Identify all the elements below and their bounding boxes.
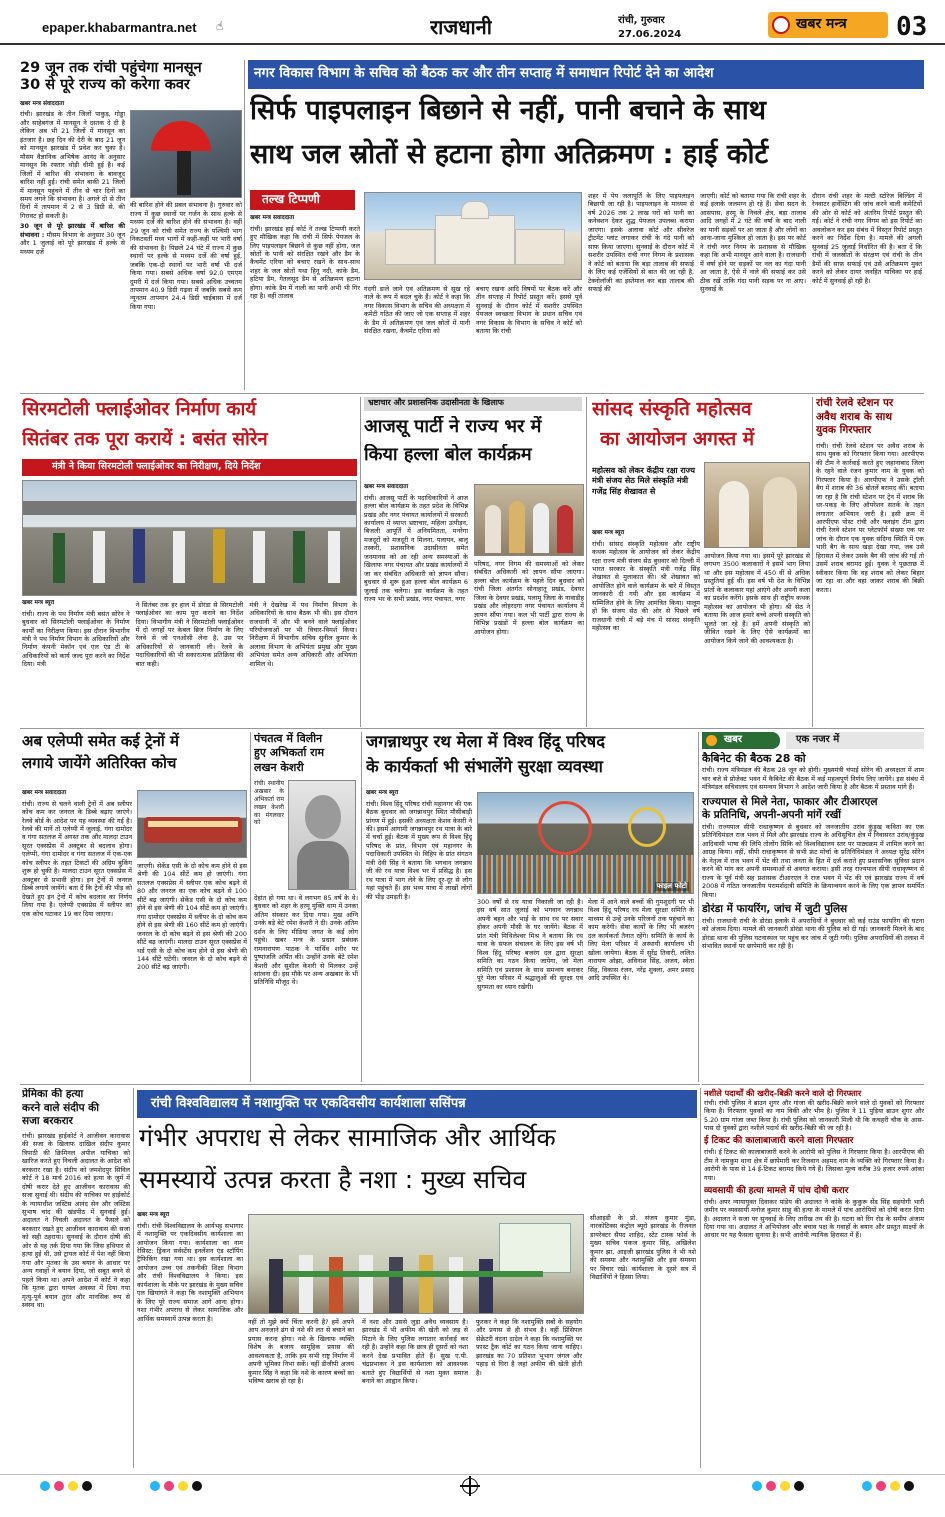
monsoon-body-bold: 30 जून से पूरे झारखंड में बारिश की संभावना :: [20, 222, 125, 239]
hc-col-4: शहर में पेय जलापूर्ति के लिए पाइपलाइन बिछायी जा रही है। पाइपलाइन के माध्यम से वर्ष 2026 तक 2 लाख घरों को पानी का कनेक्शन देकर शुद्ध पेयजल उपलब्ध कराया जाएगा। इसके अलावा कोर्ट और सीवरेज ट्रीटमेंट प्लांट लगाकर रांची के गंदे पानी को साफ किया जाएगा। सुनवाई के दौरान कोर्ट में सशरीर उपस्थित रांची नगर निगम के प्रशासक ने कोर्ट को बताया कि बड़ा तालाब की सफाई के लिए कई एजेंसियों से बात की जा रही है, टेक्नोलॉजी का इस्तेमाल कर बड़ा तालाब की सफाई की: [588, 192, 694, 293]
doranda-body: रांची। राजधानी रांची के डोरंडा इलाके में अपराधियों ने बुधवार को कई राउंड फायरिंग की घटना को अंजाम दिया। मामले की जानकारी डोरंडा थाना की पुलिस को दी गई। जानकारी मिलने के बाद डोरंडा थाना की पुलिस घटनास्थल पर पहुंच कर जांच में जुटी गयी। पुलिस अपराधियों की तलाश में संभावित स्थानों पर छापेमारी कर रही है।: [702, 916, 924, 951]
brand-name: खबर मन्त्र: [796, 16, 847, 32]
section-title: राजधानी: [430, 15, 492, 39]
drug-col-4: फुरकर ने कहा कि नशामुक्ति सबों के सहयोग और प्रयास से ही संभव है। वहीं प्रिंसिपल सेक्रेटरी वंदना दादेल ने कहा कि नशामुक्ति पर फ़ास्ट ट्रैक कोर्ट का गठन किया जाना चाहिए। झारखंड का 70 प्रतिशत भूभाग जंगल और पहाड़ से घिरा है जहां अफीम की खेती होती है।: [476, 1318, 582, 1377]
court-story: [22, 1088, 130, 1468]
hc-tag-text: तल्ख टिप्पणी: [262, 192, 320, 206]
ajsu-kicker: [364, 397, 582, 411]
color-dot: [164, 1481, 174, 1491]
murder-verdict-head: व्यवसायी की हत्या मामले में पांच दोषी करार: [704, 1185, 849, 1196]
trains-col-2: जाएगी। सेकेंड एसी के दो कोच कम होने से इस श्रेणी की 104 सीटें कम हो जाएंगी। गंगा सतलज एक्सप्रेस में स्लीपर एक कोच बढ़ने से 80 और जनरल का एक कोच बढ़ने से 100 सीटें बढ़ जाएंगी। सेकेंड एसी के दो कोच कम होने से इस श्रेणी की 104 सीटें कम हो जाएंगी। गंगा दामोदर एक्सप्रेस में स्लीपर के दो कोच कम होने से इस श्रेणी की 160 सीटें कम हो जाएंगी। जनरल के दो कोच बढ़ने से इस श्रेणी की 200 सीटें बढ़ जाएंगी। मालदा टाउन सूरत एक्सप्रेस में थर्ड एसी के दो कोच कम होने से इस श्रेणी की 144 सीटें घटेंगी। जनरल के दो कोच बढ़ने से 200 सीटें बढ़ जाएंगी।: [137, 862, 247, 972]
court-head-1: प्रेमिका की हत्या: [22, 1088, 84, 1100]
cabinet-head: कैबिनेट की बैठक 28 को: [702, 752, 806, 765]
flyover-story: [22, 600, 357, 722]
brand-logo-icon: [772, 16, 790, 34]
drug-banner: [137, 1090, 697, 1118]
ajsu-photo: [474, 484, 584, 556]
hc-banner-text: नगर विकास विभाग के सचिव को बैठक कर और तीन सप्ताह में समाधान रिपोर्ट देने का आदेश: [254, 65, 714, 81]
drug-head-2: समस्यायें उत्पन्न करता है नशा : मुख्य सचिव: [139, 1165, 527, 1194]
rail-liquor-head-3: युवक गिरफ्तार: [816, 424, 872, 437]
kesari-body: देहांत हो गया था। वे लगभग 85 वर्ष के थे। बुधवार को शहर के हरमू मुक्ति धाम में उनका अंतिम संस्कार कर दिया गया। मुख अग्नि उनके बड़े बेटे रमेश केशरी ने दी। उनके अंतिम दर्शन के लिए मीडिया जगत के कई लोग पहुंचे। खबर मन्त्र के प्रधान प्रबंधक रामनारायण पाठक ने पार्थिव शरीर पर पुष्पांजलि अर्पित की। उन्होंने उनके बेटे रमेश केशरी और सुशील केशरी से मिलकर उन्हें सांत्वना दी। इस मौके पर अन्य अखबार के भी प्रतिनिधि मौजूद थे।: [254, 893, 358, 987]
hc-byline: खबर मन्त्र संवाददाता: [250, 215, 295, 221]
ajsu-byline: खबर मन्त्र संवाददाता: [364, 484, 409, 490]
rathyatra-col-1: रांची। विश्व हिंदू परिषद रांची महानगर की एक बैठक बुधवार को जगन्नाथपुर स्थित मौसीबाड़ी प्रांगण में हुई। इसकी अध्यक्षता केशव केसरी ने की। इसमें आगामी जगन्नाथपुर रथ यात्रा के बारे में चर्चा हुई। बैठक में मुख्य रूप से विश्व हिंदू परिषद के प्रांत, विभाग एवं महानगर के पदाधिकारी उपस्थित थे। विहिप के प्रांत संगठन मंत्री देवी सिंह ने बताया कि भगवान जगन्नाथ जी की रथ यात्रा विश्व भर में प्रसिद्ध है। इस रथ यात्रा में भाग लेने के लिए दूर-दूर से लोग यहां पहुंचते हैं। इस भव्य यात्रा में लाखों लोगों की भीड़ उमड़ती है।: [366, 799, 472, 901]
monsoon-body-3: की बारिश होने की प्रबल संभावना है। गुरुवार को राज्य में कुछ स्थानों पर गर्जन के साथ हल्के से मध्यम दर्जे की बारिश होने की संभावना है। वहीं 29 जून को रांची समेत राज्य के पश्चिमी भाग निकटवर्ती मध्य भागों में कहीं-कहीं पर भारी वर्षा की संभावना है। पिछले 24 घंटे में राज्य में कुछ स्थानों पर हल्के से मध्यम दर्जे की वर्षा हुई, जबकि एक-दो स्थानों पर भारी वर्षा भी दर्ज किया गया। सबसे अधिक वर्षा 92.0 एमएम दुमरी में दर्ज किया गया। सबसे अधिक उच्चतम तापमान 40.9 डिग्री गढ़वा में जबकि सबसे कम न्यूनतम तापमान 24.4 डिग्री चाईबासा में दर्ज किया गया।: [130, 201, 242, 311]
drug-head-1: गंभीर अपराध से लेकर सामाजिक और आर्थिक: [139, 1123, 556, 1152]
eticket-head: ई टिकट की कालाबाजारी करने वाला गिरफ्तार: [704, 1136, 854, 1147]
high-court-photo: [364, 192, 582, 280]
hc-head-1: सिर्फ पाइपलाइन बिछाने से नहीं, पानी बचाने के साथ: [250, 95, 766, 126]
hc-col-5: जाएगी। कोर्ट को बताया गया कि रांची शहर के कई इलाके जलमग्न हो रहे हैं। सेवा सदन के आसपास, हरमू के निचले क्षेत्र, बड़ा तालाब आदि जगहों में 2 घंटे की वर्षा के बाद नाली का पानी सड़कों पर आ जाता है और लोगों का आना-जाना मुश्किल हो जाता है। इस पर कोर्ट ने रांची नगर निगम के प्रशासक से मौखिक कहा कि अभी मानसून आने वाला है। राजधानी में वर्षा होने पर सड़कों पर नल का गंदा पानी आ जाता है, ऐसे में नाले की सफाई कर उसे ठीक रखें ताकि गंदा पानी सड़क पर ना आए। सुनवाई के: [700, 192, 806, 293]
color-dot: [82, 1481, 92, 1491]
color-dot: [876, 1481, 886, 1491]
drug-byline: खबर मन्त्र ब्यूरो: [137, 1212, 170, 1218]
flyover-head-1: सिरमटोली फ्लाईओवर निर्माण कार्य: [22, 399, 257, 420]
drug-col-2: नहीं तो मुझे क्यों चिंता करनी है? हमें अपने आप अनजाने ढंग से नशे की लत से बचाने का प्रयास करना होगा। नशे के खिलाफ व्यक्ति विशेष के बजाय सामूहिक प्रयास की आवश्यकता है, ताकि हम सभी राष्ट्र निर्माण में अपनी भूमिका निभा सकें। वहीं डीजीपी अजय कुमार सिंह ने कहा कि नशे के कारण बच्चों का भविष्य खराब हो रहा है।: [248, 1318, 354, 1386]
rathyatra-byline: खबर मन्त्र ब्यूरो: [366, 790, 399, 796]
train-photo: [137, 790, 247, 858]
hc-col-2: गंदगी डाले जाने एवं अतिक्रमण से सूख रहे नाले के रूप में बदल चुके हैं। कोर्ट ने कहा कि नगर विकास विभाग के सचिव की अध्यक्षता में कमेटी गठित की जाए जो एक सप्ताह में शहर के डैम में अतिक्रमण एवं जल स्रोतों में पानी संरक्षित रखना, कैचमेंट एरिया को: [364, 285, 470, 336]
flyover-head-2: सितंबर तक पूरा करायें : बसंत सोरेन: [22, 429, 268, 450]
hc-col-3: बचाए रखना आदि विषयों पर बैठक करें और तीन सप्ताह में रिपोर्ट प्रस्तुत करें। इससे पूर्व सुनवाई के दौरान कोर्ट में सशरीर उपस्थित पेयजल स्वच्छता विभाग के प्रधान सचिव एवं नगर विकास के विभाग के सचिव ने कोर्ट को बताया कि रांची: [476, 285, 582, 336]
trains-head-2: लगाये जायेंगे अतिरिक्त कोच: [22, 754, 177, 772]
brief-header: [702, 732, 924, 749]
brand-logo: [768, 12, 888, 38]
color-dot: [40, 1481, 50, 1491]
eticket-body: रांची। ई टिकट की कालाबाजारी करने के आरोपी को पुलिस ने गिरफ्तार किया है। आरपीएफ की टीम ने नामकुम थाना क्षेत्र में छापेमारी कर रिजवान अहमद नाम के व्यक्ति को गिरफ्तार किया है। आरोपी के पास से 14 ई-टिकट बरामद किये गये हैं। जिसका मूल्य करीब 39 हजार रुपये आंका गया।: [704, 1148, 924, 1182]
brief-label-text: खबर: [724, 734, 742, 745]
color-dot: [192, 1481, 202, 1491]
color-dot: [904, 1481, 914, 1491]
trains-head-1: अब एलेप्पी समेत कई ट्रेनों में: [22, 732, 179, 750]
flyover-photo: [22, 480, 357, 596]
hc-story: [250, 215, 360, 390]
doranda-head: डोरंडा में फायरिंग, जांच में जुटी पुलिस: [702, 903, 848, 916]
color-dot: [54, 1481, 64, 1491]
footer-bar: [0, 1474, 945, 1496]
masthead: [0, 0, 945, 45]
drug-banner-text: रांची विश्वविद्यालय में नशामुक्ति पर एकदिवसीय कार्यशाला ससिंपन्न: [151, 1096, 466, 1111]
sanskrit-sub: महोत्सव को लेकर केंद्रीय रक्षा राज्य मंत्री संजय सेठ मिले संस्कृति मंत्री गजेंद्र सिंह शेखावत से: [592, 466, 695, 496]
kesari-story: [254, 732, 358, 1082]
color-dot: [780, 1481, 790, 1491]
rathyatra-head-1: जगन्नाथपुर रथ मेला में विश्व हिंदू परिषद: [366, 732, 605, 751]
sanskrit-story: [592, 530, 700, 722]
ajsu-head-2: किया हल्ला बोल कार्यक्रम: [364, 444, 532, 465]
flyover-byline: खबर मन्त्र ब्यूरो: [22, 600, 55, 606]
color-dot: [862, 1481, 872, 1491]
color-dot: [178, 1481, 188, 1491]
ajsu-col-1: रांची। आजसू पार्टी के पदाधिकारियों ने आज हल्ला बोल कार्यक्रम के तहत प्रदेश के विभिन्न प्रखंड और नगर पंचायत कार्यालयों में सरकारी कार्यालय में व्याप्त भ्रष्टाचार, महिला उत्पीड़न, बिजली आपूर्ति में अनियमितता, मनरेगा मजदूरों को मजदूरी न मिलना, पलायन, बालू तस्करी, प्रशासनिक उदासीनता समेत जनमानस को आ रही अन्य समस्याओं के खिलाफ नगर पंचायत और प्रखंड कार्यालयों में जा कर संबंधित अधिकारी को ज्ञापन सौंपा। बुधवार से शुरू हुआ हल्ला बोल कार्यक्रम 6 जुलाई तक चलेगा। इस कार्यक्रम के तहत राज्य भर के सभी प्रखंड, नगर पंचायत, नगर: [364, 493, 468, 604]
sanskrit-col-1: रांची। सांसद संस्कृति महोत्सव और राष्ट्रीय कथक महोत्सव के आयोजन को लेकर केंद्रीय रक्षा राज्य मंत्री संजय सेठ बुधवार को दिल्ली में भारत सरकार के संस्कृति मंत्री गजेंद्र सिंह शेखावत से मुलाकात की। श्री शेखावत को आयोजित होने वाले कार्यक्रम के बारे में विस्तृत जानकारी दी गयी और इस कार्यक्रम में सम्मिलित होने के लिए आमंत्रित किया। मालूम हो कि संजय सेठ की ओर से पिछले वर्ष राजधानी रांची में बड़े मंच में सांसद संस्कृति महोत्सव का: [592, 539, 700, 633]
sanskrit-head-2: का आयोजन अगस्त में: [600, 428, 755, 450]
rail-liquor-story: [816, 397, 924, 725]
cabinet-body: रांची। राज्य मंत्रिमंडल की बैठक 28 जून को होगी। मुख्यमंत्री चंपाई सोरेन की अध्यक्षता में शाम चार बजे से प्रोजेक्ट भवन में कैबिनेट की बैठक में कई महत्वपूर्ण निर्णय लिए जायेंगे। इस संबंध में मंत्रिमंडल सचिवालय एवं समन्वय विभाग ने आदेश जारी किया है और बैठक में प्रस्ताव मांगे हैं।: [702, 766, 924, 792]
rathyatra-col-2: 300 वर्षों से रथ यात्रा निकाली जा रही है। इस वर्ष सात जुलाई को भगवान जगन्नाथ अपनी बहन और भाई के साथ रथ पर सवार होकर अपनी मौसी के घर जायेंगे। बैठक में प्रांत मंत्री मिथिलेश्वर मिश्र ने बताया कि रथ यात्रा के सफल संचालन के लिए इस वर्ष भी विश्व हिंदू परिषद बजरंग दल द्वारा सुरक्षा समिति का गठन किया जायेगा, जो मेला समिति एवं प्रशासन के साथ समन्वय बनाकर पूरे मेला परिसर में श्रद्धालुओं की सुरक्षा एवं सुगमता का ध्यान रखेगी।: [477, 898, 583, 991]
registration-mark-icon: [462, 1478, 478, 1494]
flyover-sub: [22, 459, 357, 476]
masthead-city-day: रांची, गुरुवार: [618, 15, 665, 26]
trains-story: [22, 790, 132, 1080]
trains-col-1: रांची। राज्य से चलने वाली ट्रेनों में अब स्लीपर कोच कम कर जनरल के डिब्बे बढ़ाए जाएंगे। रेलवे बोर्ड के आदेश पर यह व्यवस्था की गई है। रेलवे की मानें तो एलेप्पी में जुलाई, गंगा दामोदर व गंगा सतलज में अगस्त तक और मालदा टाउन सूरत एक्सप्रेस में अक्टूबर से बदलाव होगा। एलेप्पी, गंगा दामोदर व गंगा सतलज में एक-एक कोच स्लीपर के तहत टिकटों की अग्रिम बुकिंग शुरू हो चुकी है। मालदा टाउन सूरत एक्सप्रेस में अक्टूबर से प्रभावी होगा। इन ट्रेनों में जनरल डिब्बे लगाये जायेंगे। बता दें कि ट्रेनों की भीड़ को देखते हुए इन ट्रेनों में कोच बदलाव का निर्णय लिया गया है। एलेप्पी एक्सप्रेस में स्लीपर का एक कोच घटाकर 19 कर दिया जाएगा।: [22, 799, 132, 918]
flyover-sub-text: मंत्री ने किया सिरमटोली फ्लाईओवर का निरीक्षण, दिये निर्देश: [52, 461, 261, 472]
hc-banner: [248, 60, 924, 89]
monsoon-byline: खबर मन्त्र संवाददाता: [20, 100, 65, 107]
masthead-date: 27.06.2024: [618, 29, 682, 40]
kesari-head-2: हुए अभिकर्ता राम: [254, 746, 325, 760]
sanskrit-photo: [704, 462, 810, 548]
rathyatra-story: [366, 790, 472, 1080]
drug-col-3: में नशा और उससे जुड़ा अवैध व्यवसाय है। झारखंड में भी अफीम की खेती को जड़ से मिटाने के लिए पुलिस लगातार कार्रवाई कर रही है। उन्होंने कहा कि छात्र ही दूसरों को नशा करने देख प्रभावित होते हैं। सुख ए.पी. चंद्रप्रभाकर ने इस कार्यशाला को आवश्यक बताते हुए विद्यार्थियों से नशा मुक्त समाज बनाने का आह्वान किया।: [362, 1318, 468, 1386]
monsoon-body-2: मौसम विभाग के अनुसार 30 जून और 1 जुलाई को पूरे झारखंड में हल्के से मध्यम दर्जे: [20, 230, 125, 256]
rail-liquor-head-1: रांची रेलवे स्टेशन पर: [816, 397, 894, 409]
monsoon-head-2: 30 से पूरे राज्य को करेगा कवर: [20, 77, 190, 94]
governor-body: रांची। राज्यपाल सीपी राधाकृष्णन से बुधवार को जनजातीय उरांव कुंड़ुख कविता का एक प्रतिनिधिमंडल राज भवन में मिले और झारखंड राज्य के अधिसूचित क्षेत्र में निवासरत उरांव/कुंड़ुख आदिवासी भाषा की लिपि तोलोंग सिकि को विश्वविद्यालय स्तर पर पाठ्यक्रम में शामिल करने का आग्रह किया। वहीं, सीपी राधाकृष्णन से सभी फ्रंट मोर्चा के प्रतिनिधिमंडल ने अध्यक्ष सुरेंद्र सोरेन के नेतृत्व में राज भवन में भेंट की तथा जनता के हित में दर्ज कराते हुए प्रशासनिक सुविधा प्रदान करने की मांग कर अपनी समस्याओं से अवगत कराया। इसी तरह राज्यपाल सीपी राधाकृष्णन से राज्य के पूर्व मंत्री सह प्रशासक टीआरएल ने राज भवन में भेंट की एवं झारखंड राज्य में वर्ष 2008 में गठित जनजातीय परामर्शदात्री समिति के क्रियान्वयन करने के लिए एक ज्ञापन समर्पित किया।: [702, 822, 924, 899]
color-dot: [68, 1481, 78, 1491]
color-dot: [752, 1481, 762, 1491]
kesari-portrait: [288, 780, 356, 890]
cursor-icon: ☝: [216, 19, 224, 33]
rathyatra-photo-caption: फाइल फोटो: [656, 881, 687, 890]
brief-label: [702, 732, 780, 749]
hc-head-2: साथ जल स्रोतों से हटाना होगा अतिक्रमण : हाई कोर्ट: [250, 139, 769, 170]
ajsu-head-1: आजसू पार्टी ने राज्य भर में: [364, 416, 542, 437]
rail-liquor-body: रांची। रांची रेलवे स्टेशन पर अवैध शराब के साथ युवक को गिरफ्तार किया गया। आरपीएफ की टीम ने कार्रवाई करते हुए जहानाबाद जिला के रहने वाले रंजन कुमार नाम के युवक को गिरफ्तार किया है। आरपीएफ ने उसके ट्रॉली बैग में शराब की 36 बोतलें बरामद कीं। बताया जा रहा है कि रांची स्टेशन पर ट्रेन में शराब कि धर-पकड़ के लिए ऑपरेशन सतर्क के तहत लगातार अभियान जारी है। इसी क्रम में आरपीएफ पोस्ट रांची और फ्लाइंग टीम द्वारा रांची रेलवे स्टेशन पर प्लेटफॉर्म संख्या एक पर जांच के दौरान एक युवक संदिग्ध स्थिति में एक भारी बैग के साथ खड़ा देखा गया, जब उसे हिरासत में लेकर उसके बैग की जांच की गई तो उसमें शराब बरामद हुई। युवक ने पूछताछ में स्वीकार किया कि वह शराब को लेकर बिहार जा रहा था और वहां जाकर शराब की बिक्री करता।: [816, 441, 924, 594]
drug-arrest-head: नशीले पदार्थों की खरीद-बिक्री करने वाले दो गिरफ्तार: [704, 1088, 862, 1098]
kesari-side: रांची। स्थानीय अखबार के अभिकर्ता राम लखन केशरी का मंगलवार को: [254, 779, 284, 827]
monsoon-body-1: रांची। झारखंड के तीन जिलों पाकुड़, गोड्डा और साहेबगंज में मानसून ने दस्तक दे दी है लेकिन अब भी 21 जिलों में मानसून का इंतजार है। छह दिन की देरी के बाद 21 जून को मानसून झारखंड में प्रवेश कर चुका है। मौसम वैज्ञानिक अभिषेक आनंद के अनुसार मानसून कि रफ्तार थोड़ी धीमी हुई है। कई जिलों में बारिश की संभावना के बावजूद बारिश नहीं हुई। रांची समेत बाकी 21 जिलों में मानसून पहुंचने में तीन से चार दिनों का समय लगने कि संभावना है। अगले दो से तीन दिनों में तापमान में 2 से 3 डिग्री से. की गिरावट हो सकती है।: [20, 110, 125, 220]
governor-head-2: के प्रतिनिधि, अपनी-अपनी मांगें रखीं: [702, 809, 842, 822]
masthead-url[interactable]: epaper.khabarmantra.net: [42, 20, 197, 35]
rathyatra-photo: [477, 792, 694, 894]
flyover-col-2: ने सितंबर तक हर हाल में डोरंडा से सिरमटोली फ्लाईओवर का काम पूरा कराने का निर्देश दिया। विभागीय मंत्री ने सिरमटोली फ्लाईओवर में दो जगहों पर केबल ब्रिज निर्माण के लिए रेलवे से जो एनओसी लेना है, उस पर अधिकारियों से जानकारी ली। रेलवे के पदाधिकारियों की भी सकारात्मक प्रतिक्रिया की बात कही।: [135, 600, 244, 668]
flyover-col-3: मंत्री ने देखरेख में पथ निर्माण विभाग के अधिकारियों के साथ बैठक भी की। इस दौरान राजधानी में और भी बनने वाले फ्लाईओवर परियोजनाओं पर भी विचार-विमर्श किया। निरीक्षण में विभागीय सचिव सुनील कुमार के अलावा विभाग के अभियंता प्रमुख और मुख्य अभियंता समेत अन्य अधिकारी और अभियंता शामिल थे।: [249, 600, 357, 668]
flyover-col-1: रांची। राज्य के पथ निर्माण मंत्री बसंत सोरेन ने बुधवार को सिरमटोली फ्लाईओवर के निर्माण कार्यों का निरीक्षण किया। इस दौरान विभागीय मंत्री ने पथ निर्माण विभाग के अधिकारियों और निर्माण कंपनी मेकॉन एवं एल एंड टी के अधिकारियों को कार्य जल्द पूरा करने का निर्देश दिया। मंत्री: [22, 609, 130, 669]
sanskrit-head-1: सांसद संस्कृति महोत्सव: [592, 398, 752, 420]
brief-stories: [702, 752, 924, 1080]
brief-label-2-text: एक नजर में: [796, 734, 840, 745]
court-head-2: करने वाले संदीप की: [22, 1101, 99, 1114]
drug-col-5: सीआइडी के प्रो. संजय कुमार मुंडा, नारकोटिक्स कंट्रोल ब्यूरो झारखंड के रीजनल डायरेक्टर सैयद शाहिद, स्टेट टास्क फोर्स के मुख्य सचिव पंकज कुमार सिंह, अखिलेश कुमार झा, आइजी झारखंड पुलिस ने भी नशे की समस्या और नशामुक्ति और इस समस्या पर विचार रखे। कार्यशाला के दूसरे सत्र में विद्यार्थियों ने हिस्सा लिया।: [590, 1214, 696, 1282]
ajsu-kicker-text: भ्रष्टाचार और प्रशासनिक उदासीनता के खिलाफ: [368, 398, 504, 407]
kesari-head-1: पंचतत्व में विलीन: [254, 732, 323, 745]
color-dot: [890, 1481, 900, 1491]
court-body: रांची। झारखंड हाईकोर्ट ने आजीवन कारावास की सजा के खिलाफ दाखिल संदीप कुमार त्रिपाठी की क्रिमिनल अपील याचिका को खारिज करते हुए निचली अदालत के आदेश को बरकरार रखा है। संदीप को जमशेदपुर सिविल कोर्ट ने 18 मार्च 2016 को हत्या के जुर्म में दोषी करार देते हुए आजीवन कारावास की सजा सुनाई थी। संदीप की याचिका पर हाईकोर्ट के न्यायाधीश जस्टिस आनंद सेन और जस्टिस सुभाष चांद की खंडपीठ में सुनवाई हुई। अदालत ने निचली अदालत के फैसले को बरकरार रखते हुए आजीवन कारावास की सजा को सही ठहराया। सुनवाई के दौरान दोषी की ओर से यह तर्क दिया गया कि जिस हथियार से हत्या हुई थी, उसे ट्रायल कोर्ट में पेश नहीं किया गया और मृतका के उस बयान के आधार पर अन्य गवाहों ने बयान दिया, जो सबूत बनने से पहले किया था। अपने आदेश में कोर्ट ने कहा कि मृतक द्वारा घायल अवस्था में दिया गया मृत्यु-पूर्व बयान तुरंत और मानसिक रूप से स्वस्थ था।: [22, 1131, 130, 1309]
hc-col-6: दौरान रांची शहर के मल्टी स्टोरेज बिल्डिंग में रेनवाटर हार्वेस्टिंग की जांच करने वाली कमेटियों की ओर से कोर्ट को अंतरिम रिपोर्ट प्रस्तुत की गई। कोर्ट ने रांची नगर निगम को इस रिपोर्ट का अवलोकन कर इस संबंध में विस्तृत रिपोर्ट प्रस्तुत करने का निर्देश दिया है। मामले की अगली सुनवाई 25 जुलाई निर्धारित की है। बता दें कि रांची में जलस्रोतों के संरक्षण एवं रांची के तीन डैमों की साफ़ सफाई एवं उसे अतिक्रमण मुक्त करने को लेकर दायर जनहित याचिका पर हाई कोर्ट में सुनवाई हो रही है।: [812, 192, 922, 285]
umbrella-photo: [130, 110, 242, 198]
rail-liquor-head-2: अवैध शराब के साथ: [816, 410, 893, 423]
drug-col-1: रांची। रांची विश्वविद्यालय के आर्यभट्ट सभागार में नशामुक्ति पर एकदिवसीय कार्यशाला का आयोजन किया गया। कार्यशाला का नाम रेसिस्ट: ड्रिंकन सर्वस्टेंस इनलेंशन एंड स्टॉपिंग ट्रैफिकिंग रखा गया था। इस कार्यशाला का आयोजन उच्च एवं तकनीकी शिक्षा विभाग और रांची विश्वविद्यालय ने किया। इस कार्यशाला के मौके पर झारखंड के मुख्य सचिव एल खियांगते ने कहा कि नशामुक्ति अभियान के लिए पूरे राज्य समाज आगे आना होगा। नशा गंभीर अपराध से लेकर सामाजिक और आर्थिक समस्यायें उत्पन्न करता है।: [137, 1221, 243, 1323]
monsoon-story: [20, 60, 242, 392]
murder-verdict-body: रांची। अपर न्यायायुक्त दिवाकर पांडेय की अदालत ने कांके के कुकुरू सेंड सिंह सहयोगी भारी जमीन पर व्यवसायी मनोज कुमार साहू की हत्या के मामले में पांच आरोपियों को दोषी करार दिया है। अदालत ने सजा पर सुनवाई के लिए तारीख तय की है। घटना को रिंग रोड के समीप अंजाम दिया गया था। अदालत ने अभियोजन और बचाव पक्ष के गवाहों के बयान और प्रस्तुत साक्ष्यों के आधार पर यह फैसला सुनाया है। सभी आरोपी न्यायिक हिरासत में हैं।: [704, 1197, 924, 1240]
brief-label-2: [786, 732, 924, 749]
drug-story: [137, 1212, 243, 1468]
sanskrit-byline: खबर मन्त्र ब्यूरो: [592, 530, 625, 536]
rathyatra-head-2: के कार्यकर्ता भी संभालेंगे सुरक्षा व्यवस्था: [366, 757, 603, 776]
court-head-3: सजा बरकरार: [22, 1115, 73, 1128]
drug-arrest-body: रांची। रांची पुलिस ने ब्राउन शुगर और गांजा की खरीद-बिक्री करने वाले दो युवकों को गिरफ्तार किया है। गिरफ्तार युवकों का नाम विकी और भीम है। पुलिस ने 11 पुड़िया ब्राउन शुगर और 5.20 ग्राम गांजा जब्त किया है। रांची पुलिस को जानकारी मिली थी कि कचहरी चौक के आस-पास दो युवकों द्वारा नशीले पदार्थ की खरीद-बिक्री की जा रही है।: [704, 1098, 924, 1133]
ajsu-story: [364, 484, 468, 724]
governor-head-1: राज्यपाल से मिले नेता, फाकार और टीआरएल: [702, 795, 878, 808]
monsoon-head-1: 29 जून तक रांची पहुंचेगा मानसून: [20, 60, 202, 76]
hc-tag: [250, 190, 355, 210]
sanskrit-col-2: आयोजन किया गया था। इसमें पूरे झारखंड से लगभग 3500 कलाकारों ने इसमें भाग लिया था और इस महोत्सव में 450 वीं से अधिक प्रस्तुतियां हुई थी। इस वर्ष भी देश के विभिन्न प्रांतों के कलाकार यहां आएंगे और अपनी कला का प्रदर्शन करेंगे। इसके साथ ही राष्ट्रीय कथक महोत्सव का आयोजन भी होगा। श्री सेठ ने बताया कि आज हमारे बच्चे अपनी संस्कृति को भूलते जा रहे हैं। हमें अपनी संस्कृति को जीवित रखने के लिए ऐसे कार्यक्रमों का आयोजन किये जाने की आवश्यकता है।: [704, 552, 810, 645]
brief-logo-icon: [706, 735, 717, 746]
color-dot: [150, 1481, 160, 1491]
rathyatra-col-3: मेला में आने वाले बच्चों की गुमशुदगी पर भी विश्व हिंदू परिषद रथ मेला सुरक्षा समिति के माध्यम से उन्हें उनके परिजनों तक पहुंचाने का काम करेगी। सेवा कार्यों के लिए भी बजरंग दल कार्यकर्ता तैनात रहेंगे। समिति के कार्य के लिए मेला परिसर में अस्थायी कार्यालय भी खोला जायेगा। बैठक में सुरेंद्र तिवारी, ललित नारायण ओझा, अविनाश सिंह, अजय, स्वेता सिंह, विकास रंजन, नरेंद्र शुक्ला, अमर प्रसाद आदि उपस्थित थे।: [588, 898, 694, 983]
color-dot: [794, 1481, 804, 1491]
ajsu-col-2: परिषद, नगर निगम की समस्याओं को लेकर संबंधित अधिकारी को ज्ञापन सौंपा जाएगा। हल्ला बोल कार्यक्रम के पहले दिन बुधवार को रांची जिला अंतर्गत सोनाहातू प्रखंड, देवघर जिला के देवघर प्रखंड, पलामू जिला के नावाडीह प्रखंड और लोहरदगा नगर पंचायत कार्यालय में ज्ञापन सौंपा गया। कल भी पार्टी द्वारा राज्य के विभिन्न प्रखंडों में हल्ला बोल कार्यक्रम का आयोजन होगा।: [474, 560, 584, 636]
ticket-stories: [704, 1088, 924, 1468]
page-number: 03: [896, 12, 928, 42]
hc-col-1: रांची। झारखंड हाई कोर्ट ने तल्ख टिप्पणी करते हुए मौखिक कहा कि रांची में सिर्फ पेयजल के लिए पाइपलाइन बिछाने से कुछ नहीं होगा, जल स्रोतों के पानी को संरक्षित रखने और डैम के कैचमेंट एरिया को बचाए रखने के साथ-साथ शहर के जल स्रोतों यथा हिनू नदी, कांके डैम, हटिया डैम, गेतलसूद डैम से अतिक्रमण हटाना होगा। कांके डैम में नाली का पानी अभी भी गिर रहा है। वहीं तालाब: [250, 224, 360, 301]
trains-byline: खबर मन्त्र संवाददाता: [22, 790, 67, 796]
kesari-head-3: लखन केशरी: [254, 760, 304, 774]
color-dot: [766, 1481, 776, 1491]
workshop-photo: [248, 1214, 584, 1314]
